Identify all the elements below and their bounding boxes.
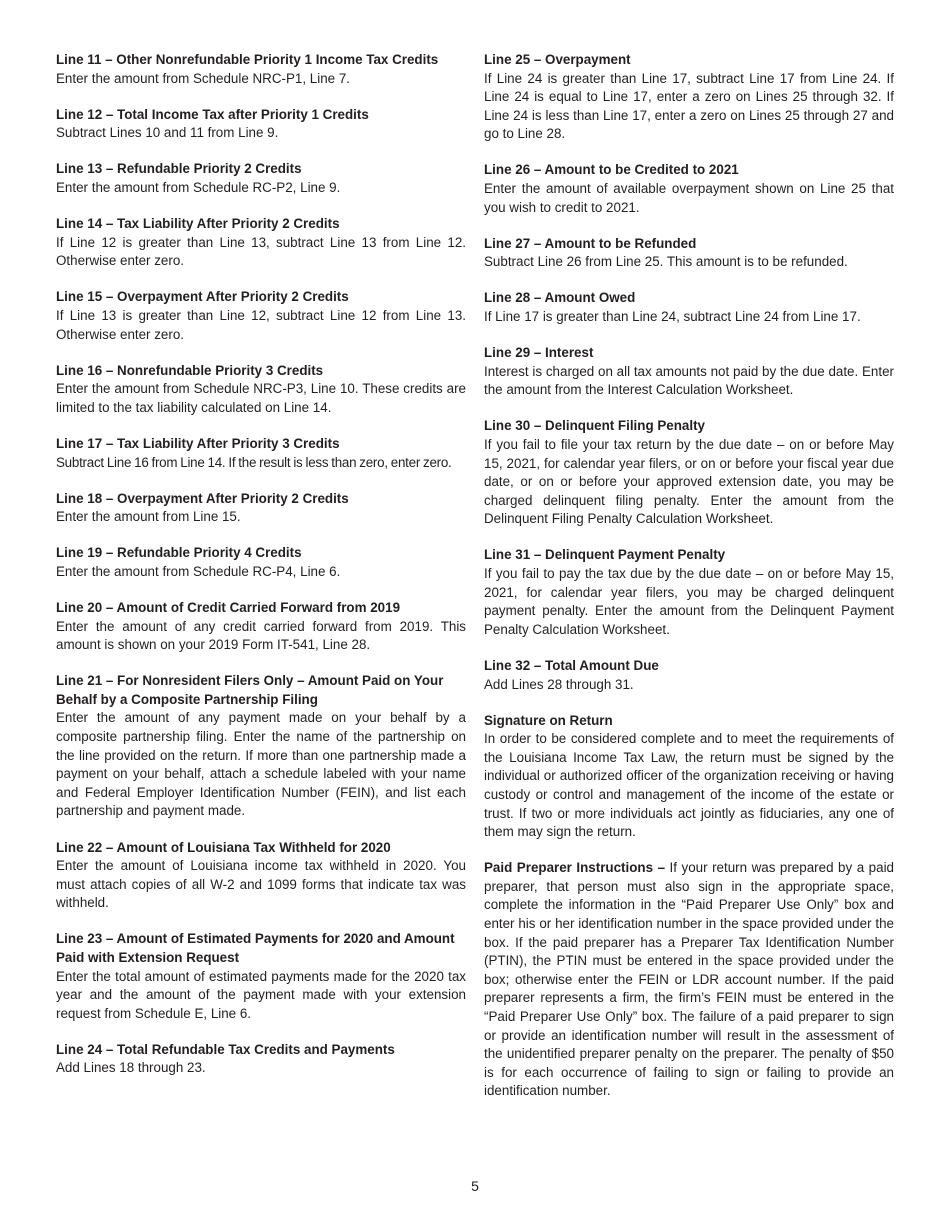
right-column	[484, 51, 894, 1119]
page-number: 5	[471, 1178, 479, 1194]
section-heading: Line 20 – Amount of Credit Carried Forward from 2019	[56, 599, 401, 615]
section-line-27	[484, 235, 894, 272]
section-body: Subtract Line 26 from Line 25. This amount is to be refunded.	[484, 254, 848, 270]
section-heading: Line 29 – Interest	[484, 345, 594, 361]
section-heading: Signature on Return	[484, 712, 613, 728]
section-body: If you fail to file your tax return by the due date – on or before May 15, 2021, for calendar year filers, or on or before your fiscal year due date, or on or before your approved extension date, you may be charged delinquent filing penalty. Enter the amount from the Delinquent Filing Penalty Calculation Worksheet.	[484, 437, 894, 527]
section-body: Subtract Lines 10 and 11 from Line 9.	[56, 125, 279, 141]
paid-preparer-heading: Paid Preparer Instructions –	[484, 860, 666, 876]
section-line-11	[56, 51, 466, 88]
section-line-28	[484, 289, 894, 326]
section-line-17	[56, 435, 466, 472]
section-line-25	[484, 51, 894, 144]
section-body: Enter the amount from Schedule NRC-P1, Line 7.	[56, 70, 350, 86]
section-heading: Line 32 – Total Amount Due	[484, 657, 659, 673]
section-heading: Line 30 – Delinquent Filing Penalty	[484, 418, 705, 434]
section-body: Enter the amount of any credit carried forward from 2019. This amount is shown on your 2019 Form IT-541, Line 28.	[56, 618, 466, 653]
section-body: If you fail to pay the tax due by the due date – on or before May 15, 2021, for calendar year filers, you may be charged delinquent payment penalty. Enter the amount from the Delinquent Payment Penalty Calculation Worksheet.	[484, 566, 894, 637]
section-heading: Line 24 – Total Refundable Tax Credits and Payments	[56, 1041, 395, 1057]
section-line-29	[484, 344, 894, 400]
section-line-21	[56, 672, 466, 821]
section-line-20	[56, 599, 466, 655]
section-heading: Line 21 – For Nonresident Filers Only – Amount Paid on Your Behalf by a Composite Partnership Filing	[56, 673, 444, 707]
section-heading: Line 31 – Delinquent Payment Penalty	[484, 547, 726, 563]
section-signature-on-return	[484, 712, 894, 842]
section-heading: Line 14 – Tax Liability After Priority 2 Credits	[56, 216, 340, 232]
section-heading: Line 27 – Amount to be Refunded	[484, 235, 697, 251]
section-line-30	[484, 417, 894, 529]
section-heading: Line 26 – Amount to be Credited to 2021	[484, 162, 739, 178]
section-line-26	[484, 161, 894, 217]
section-line-31	[484, 546, 894, 639]
section-body: Enter the total amount of estimated payments made for the 2020 tax year and the amount of the payment made with your extension request from Schedule E, Line 6.	[56, 968, 466, 1021]
section-heading: Line 19 – Refundable Priority 4 Credits	[56, 545, 302, 561]
section-line-15	[56, 288, 466, 344]
section-body: If Line 12 is greater than Line 13, subtract Line 13 from Line 12. Otherwise enter zero.	[56, 234, 466, 269]
section-body: Enter the amount from Line 15.	[56, 509, 241, 525]
section-body: Enter the amount of available overpayment shown on Line 25 that you wish to credit to 2021.	[484, 181, 894, 215]
section-heading: Line 25 – Overpayment	[484, 52, 631, 67]
section-line-32	[484, 657, 894, 694]
section-heading: Line 23 – Amount of Estimated Payments for 2020 and Amount Paid with Extension Request	[56, 931, 455, 965]
section-line-23	[56, 930, 466, 1023]
section-line-13	[56, 160, 466, 197]
section-body: If Line 13 is greater than Line 12, subtract Line 12 from Line 13. Otherwise enter zero.	[56, 307, 466, 342]
section-body: Add Lines 28 through 31.	[484, 676, 634, 692]
section-body: Enter the amount from Schedule RC-P2, Line 9.	[56, 179, 341, 195]
section-line-22	[56, 839, 466, 913]
paid-preparer-paragraph	[484, 859, 894, 1101]
section-heading: Line 22 – Amount of Louisiana Tax Withheld for 2020	[56, 839, 391, 855]
section-body: In order to be considered complete and to meet the requirements of the Louisiana Income Tax Law, the return must be signed by the individual or authorized officer of the organization receiving or having custody or control and management of the income of the estate or trust. If two or more individuals act jointly as fiduciaries, any one of them may sign the return.	[484, 731, 894, 840]
section-line-14	[56, 215, 466, 271]
section-line-16	[56, 362, 466, 418]
section-body: Interest is charged on all tax amounts not paid by the due date. Enter the amount from the Interest Calculation Worksheet.	[484, 363, 894, 398]
left-column	[56, 51, 466, 1096]
section-heading: Line 13 – Refundable Priority 2 Credits	[56, 161, 302, 177]
section-body: If Line 24 is greater than Line 17, subtract Line 17 from Line 24. If Line 24 is equal to Line 17, enter a zero on Lines 25 through 32. If Line 24 is less than Line 17, enter a zero on Lines 25 through 27 and go to Line 28.	[484, 70, 894, 142]
section-heading: Line 28 – Amount Owed	[484, 290, 636, 306]
paid-preparer-body: If your return was prepared by a paid preparer, that person must also sign in the appropriate space, complete the information in the “Paid Preparer Use Only” box and enter his or her identification number in the space provided under the box. If the paid preparer has a Preparer Tax Identification Number (PTIN), the PTIN must be entered in the space provided under the box; otherwise enter the FEIN or LDR account number. If the paid preparer represents a firm, the firm’s FEIN must be entered in the “Paid Preparer Use Only” box. The failure of a paid preparer to sign or provide an identification number will result in the assessment of the unidentified preparer penalty on the preparer. The penalty of $50 is for each occurrence of failing to sign or failing to provide an identification number.	[484, 860, 894, 1099]
section-heading: Line 18 – Overpayment After Priority 2 Credits	[56, 490, 349, 506]
section-body: Subtract Line 16 from Line 14. If the result is less than zero, enter zero.	[56, 454, 452, 470]
section-line-19	[56, 544, 466, 581]
section-body: Enter the amount of Louisiana income tax withheld in 2020. You must attach copies of all W-2 and 1099 forms that indicate tax was withheld.	[56, 858, 466, 911]
section-line-18	[56, 490, 466, 527]
section-body: Enter the amount from Schedule NRC-P3, Line 10. These credits are limited to the tax liability calculated on Line 14.	[56, 381, 466, 415]
section-heading: Line 12 – Total Income Tax after Priority 1 Credits	[56, 106, 369, 122]
section-heading: Line 16 – Nonrefundable Priority 3 Credits	[56, 362, 324, 378]
section-line-12	[56, 106, 466, 143]
section-body: Add Lines 18 through 23.	[56, 1060, 206, 1076]
section-heading: Line 17 – Tax Liability After Priority 3 Credits	[56, 435, 340, 451]
section-body: Enter the amount of any payment made on your behalf by a composite partnership filing. Enter the name of the partnership on the line provided on the return. If more than one partnership made a payment on your behalf, attach a schedule labeled with your name and Federal Employer Identification Number (FEIN), and list each partnership and payment made.	[56, 710, 466, 819]
section-heading: Line 11 – Other Nonrefundable Priority 1 Income Tax Credits	[56, 52, 439, 67]
section-paid-preparer	[484, 859, 894, 1101]
section-line-24	[56, 1041, 466, 1078]
section-body: If Line 17 is greater than Line 24, subtract Line 24 from Line 17.	[484, 309, 861, 325]
section-body: Enter the amount from Schedule RC-P4, Line 6.	[56, 563, 341, 579]
section-heading: Line 15 – Overpayment After Priority 2 Credits	[56, 289, 349, 305]
